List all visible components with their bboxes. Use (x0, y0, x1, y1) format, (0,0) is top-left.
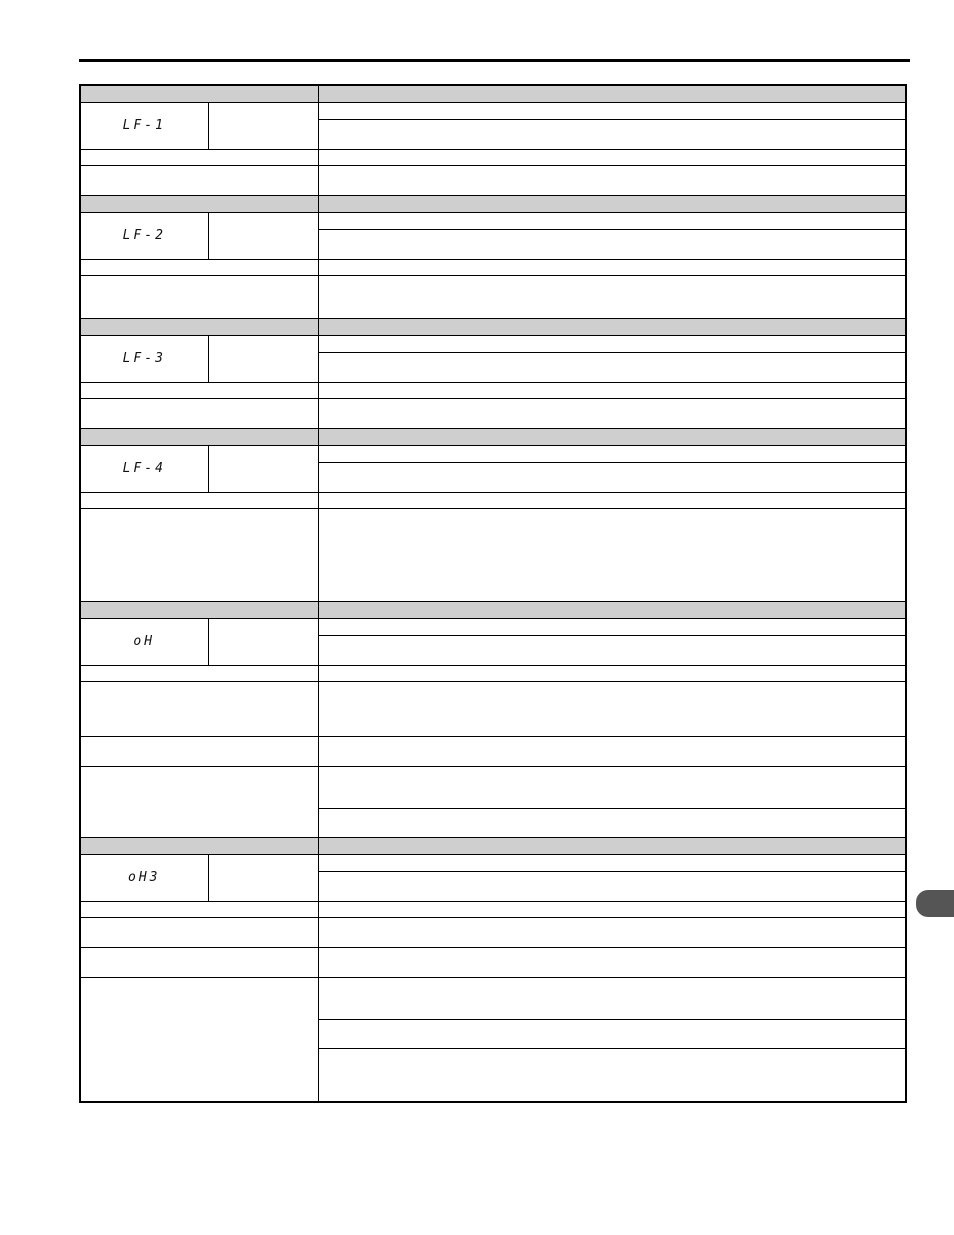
fault-code-cell (80, 618, 208, 665)
fault-code-cell (80, 102, 208, 149)
table-row (80, 736, 906, 766)
table-row (80, 681, 906, 736)
table-row (80, 259, 906, 275)
fault-name-cell (208, 102, 318, 149)
table-row (80, 149, 906, 165)
table-row (80, 618, 906, 635)
fault-name-cell (208, 854, 318, 901)
fault-code: LF-4 (122, 461, 166, 476)
fault-code: LF-2 (122, 228, 166, 243)
fault-code-cell (80, 445, 208, 492)
fault-table (79, 84, 907, 1103)
table-row (80, 665, 906, 681)
section-header (80, 837, 906, 854)
section-header (80, 601, 906, 618)
fault-code-cell (80, 335, 208, 382)
fault-name-cell (208, 618, 318, 665)
table-row (80, 335, 906, 352)
cause-cell (80, 977, 318, 1102)
table-row (80, 382, 906, 398)
fault-code: LF-3 (122, 351, 166, 366)
top-rule (79, 59, 910, 62)
table-row (80, 766, 906, 808)
fault-code: oH (133, 634, 156, 649)
table-row (80, 445, 906, 462)
section-tab (916, 890, 954, 917)
table-row (80, 275, 906, 318)
table-row (80, 854, 906, 871)
table-row (80, 977, 906, 1019)
section-header (80, 428, 906, 445)
section-header (80, 85, 906, 102)
fault-code: oH3 (128, 870, 161, 885)
table-row (80, 917, 906, 947)
table-row (80, 165, 906, 195)
table-row (80, 102, 906, 119)
fault-code-cell (80, 212, 208, 259)
section-header (80, 318, 906, 335)
fault-code: LF-1 (122, 118, 166, 133)
fault-code-cell (80, 854, 208, 901)
table-row (80, 947, 906, 977)
section-header (80, 195, 906, 212)
cause-cell (80, 766, 318, 837)
table-row (80, 398, 906, 428)
fault-name-cell (208, 445, 318, 492)
table-row (80, 901, 906, 917)
table-row (80, 212, 906, 229)
fault-name-cell (208, 335, 318, 382)
fault-name-cell (208, 212, 318, 259)
table-row (80, 508, 906, 601)
table-row (80, 492, 906, 508)
